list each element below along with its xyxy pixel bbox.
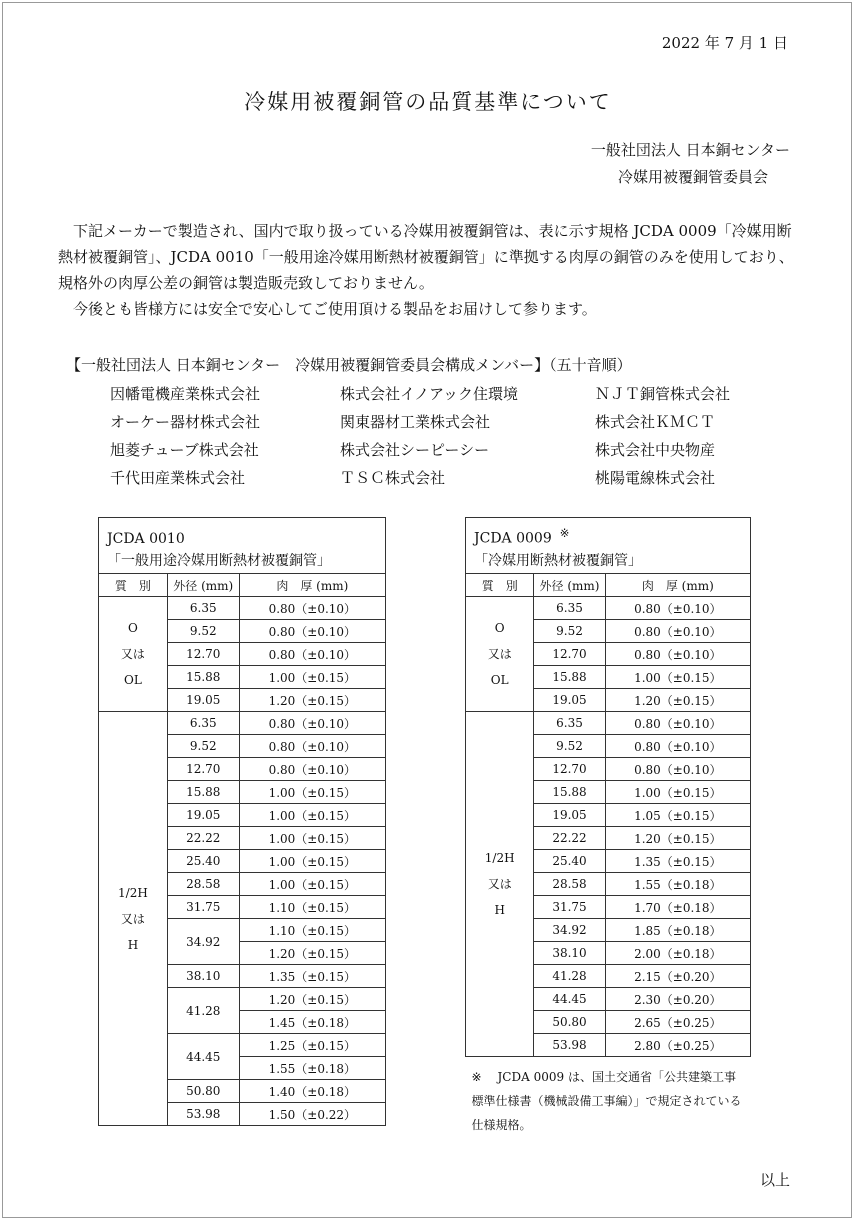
outer-diameter-cell: 31.75 bbox=[167, 896, 239, 919]
member-company: ＴＳＣ株式会社 bbox=[340, 469, 446, 487]
wall-thickness-cell: 1.10（±0.15） bbox=[239, 896, 385, 919]
outer-diameter-cell: 34.92 bbox=[534, 919, 605, 942]
wall-thickness-cell: 1.70（±0.18） bbox=[605, 896, 750, 919]
outer-diameter-cell: 9.52 bbox=[167, 620, 239, 643]
outer-diameter-cell: 34.92 bbox=[167, 919, 239, 965]
wall-thickness-cell: 0.80（±0.10） bbox=[239, 620, 385, 643]
member-company: 旭菱チューブ株式会社 bbox=[110, 441, 259, 459]
outer-diameter-cell: 19.05 bbox=[534, 689, 605, 712]
jcda-0009-table bbox=[465, 517, 751, 1145]
outer-diameter-cell: 25.40 bbox=[534, 850, 605, 873]
outer-diameter-cell: 25.40 bbox=[167, 850, 239, 873]
grade-label: O bbox=[494, 621, 505, 635]
outer-diameter-cell: 28.58 bbox=[167, 873, 239, 896]
member-company: 桃陽電線株式会社 bbox=[595, 469, 716, 487]
wall-thickness-cell: 0.80（±0.10） bbox=[239, 643, 385, 666]
wall-thickness-cell: 1.55（±0.18） bbox=[605, 873, 750, 896]
wall-thickness-cell: 0.80（±0.10） bbox=[239, 735, 385, 758]
grade-label: 又は bbox=[120, 647, 145, 661]
member-company: 株式会社シーピーシー bbox=[340, 441, 490, 459]
grade-label: 又は bbox=[120, 911, 145, 926]
outer-diameter-cell: 22.22 bbox=[167, 827, 239, 850]
outer-diameter-cell: 9.52 bbox=[534, 735, 605, 758]
document-date: 2022 年 7 月 1 日 bbox=[661, 34, 788, 52]
outer-diameter-cell: 12.70 bbox=[167, 643, 239, 666]
wall-thickness-cell: 1.20（±0.15） bbox=[239, 988, 385, 1011]
note-mark: ※ bbox=[471, 1070, 482, 1084]
wall-thickness-cell: 0.80（±0.10） bbox=[239, 597, 385, 620]
document-title: 冷媒用被覆銅管の品質基準について bbox=[244, 90, 612, 114]
table-standard-code bbox=[99, 518, 386, 548]
wall-thickness-cell: 1.10（±0.15） bbox=[239, 919, 385, 942]
closing-text: 以上 bbox=[759, 1171, 790, 1189]
outer-diameter-cell: 9.52 bbox=[167, 735, 239, 758]
wall-thickness-cell: 1.00（±0.15） bbox=[239, 804, 385, 827]
member-company: オーケー器材株式会社 bbox=[110, 413, 261, 431]
outer-diameter-cell: 38.10 bbox=[167, 965, 239, 988]
members-heading: 【一般社団法人 日本銅センター 冷媒用被覆銅管委員会構成メンバー】（五十音順） bbox=[66, 356, 632, 374]
wall-thickness-cell: 1.05（±0.15） bbox=[605, 804, 750, 827]
note-text: JCDA 0009 は、国土交通省「公共建築工事標準仕様書（機械設備工事編）」で規定されている仕様規格。 bbox=[471, 1070, 742, 1132]
outer-diameter-cell: 41.28 bbox=[167, 988, 239, 1034]
wall-thickness-cell: 2.65（±0.25） bbox=[605, 1011, 750, 1034]
committee-name: 冷媒用被覆銅管委員会 bbox=[617, 168, 768, 186]
wall-thickness-cell: 0.80（±0.10） bbox=[605, 620, 750, 643]
wall-thickness-cell: 1.50（±0.22） bbox=[239, 1103, 385, 1126]
outer-diameter-cell: 50.80 bbox=[167, 1080, 239, 1103]
wall-thickness-cell: 1.20（±0.15） bbox=[605, 827, 750, 850]
grade-label: H bbox=[127, 937, 139, 952]
outer-diameter-cell: 12.70 bbox=[167, 758, 239, 781]
wall-thickness-cell: 0.80（±0.10） bbox=[605, 735, 750, 758]
outer-diameter-cell: 28.58 bbox=[534, 873, 605, 896]
table-standard-name: 「冷媒用断熱材被覆銅管」 bbox=[466, 547, 751, 574]
table-row bbox=[466, 597, 751, 620]
outer-diameter-cell: 6.35 bbox=[534, 712, 605, 735]
jcda-0010-table bbox=[98, 517, 386, 1126]
table-row bbox=[99, 597, 386, 620]
outer-diameter-cell: 31.75 bbox=[534, 896, 605, 919]
member-company: 株式会社イノアック住環境 bbox=[340, 385, 519, 403]
outer-diameter-cell: 6.35 bbox=[534, 597, 605, 620]
outer-diameter-cell: 15.88 bbox=[167, 781, 239, 804]
wall-thickness-cell: 0.80（±0.10） bbox=[605, 643, 750, 666]
grade-cell bbox=[99, 597, 168, 712]
organization-name: 一般社団法人 日本銅センター bbox=[590, 141, 790, 159]
member-company: 関東器材工業株式会社 bbox=[340, 413, 491, 431]
wall-thickness-cell: 1.00（±0.15） bbox=[239, 666, 385, 689]
wall-thickness-cell: 0.80（±0.10） bbox=[605, 597, 750, 620]
header-outer-diameter: 外径 (mm) bbox=[167, 574, 239, 597]
outer-diameter-cell: 6.35 bbox=[167, 712, 239, 735]
header-grade: 質 別 bbox=[99, 574, 168, 597]
grade-label: 又は bbox=[487, 877, 512, 891]
member-company: 千代田産業株式会社 bbox=[110, 469, 246, 487]
body-paragraph-1: 下記メーカーで製造され、国内で取り扱っている冷媒用被覆銅管は、表に示す規格 JCDA 0009「冷媒用断熱材被覆銅管」、JCDA 0010「一般用途冷媒用断熱材被覆銅管」に準拠する肉厚の銅管のみを使用しており、規格外の肉厚公差の銅管は製造販売致しておりません。 bbox=[58, 222, 794, 292]
grade-cell bbox=[99, 712, 168, 1126]
outer-diameter-cell: 15.88 bbox=[534, 666, 605, 689]
wall-thickness-cell: 1.55（±0.18） bbox=[239, 1057, 385, 1080]
grade-cell bbox=[466, 712, 534, 1057]
wall-thickness-cell: 0.80（±0.10） bbox=[605, 712, 750, 735]
wall-thickness-cell: 0.80（±0.10） bbox=[239, 712, 385, 735]
outer-diameter-cell: 38.10 bbox=[534, 942, 605, 965]
wall-thickness-cell: 2.80（±0.25） bbox=[605, 1034, 750, 1057]
wall-thickness-cell: 2.15（±0.20） bbox=[605, 965, 750, 988]
outer-diameter-cell: 12.70 bbox=[534, 758, 605, 781]
outer-diameter-cell: 19.05 bbox=[534, 804, 605, 827]
wall-thickness-cell: 1.20（±0.15） bbox=[239, 942, 385, 965]
outer-diameter-cell: 15.88 bbox=[167, 666, 239, 689]
members-list bbox=[110, 380, 760, 492]
outer-diameter-cell: 6.35 bbox=[167, 597, 239, 620]
wall-thickness-cell: 0.80（±0.10） bbox=[239, 758, 385, 781]
standard-code: JCDA 0010 bbox=[107, 531, 185, 547]
outer-diameter-cell: 19.05 bbox=[167, 804, 239, 827]
member-company: 株式会社中央物産 bbox=[595, 441, 716, 459]
outer-diameter-cell: 50.80 bbox=[534, 1011, 605, 1034]
wall-thickness-cell: 1.35（±0.15） bbox=[239, 965, 385, 988]
body-paragraph-2: 今後とも皆様方には安全で安心してご使用頂ける製品をお届けして参ります。 bbox=[58, 300, 597, 318]
outer-diameter-cell: 53.98 bbox=[167, 1103, 239, 1126]
outer-diameter-cell: 41.28 bbox=[534, 965, 605, 988]
member-company: ＮＪＴ銅管株式会社 bbox=[595, 385, 731, 403]
wall-thickness-cell: 1.00（±0.15） bbox=[605, 666, 750, 689]
table-row bbox=[99, 712, 386, 735]
table-row bbox=[466, 712, 751, 735]
note-row bbox=[466, 1057, 751, 1146]
wall-thickness-cell: 1.25（±0.15） bbox=[239, 1034, 385, 1057]
table-standard-name: 「一般用途冷媒用断熱材被覆銅管」 bbox=[99, 547, 386, 574]
grade-label: 1/2H bbox=[484, 851, 515, 865]
grade-label: OL bbox=[490, 673, 509, 687]
header-wall-thickness: 肉 厚 (mm) bbox=[239, 574, 385, 597]
wall-thickness-cell: 1.40（±0.18） bbox=[239, 1080, 385, 1103]
wall-thickness-cell: 1.45（±0.18） bbox=[239, 1011, 385, 1034]
wall-thickness-cell: 1.85（±0.18） bbox=[605, 919, 750, 942]
header-outer-diameter: 外径 (mm) bbox=[534, 574, 605, 597]
grade-label: O bbox=[128, 621, 138, 635]
wall-thickness-cell: 1.00（±0.15） bbox=[239, 873, 385, 896]
grade-label: H bbox=[494, 903, 505, 917]
outer-diameter-cell: 19.05 bbox=[167, 689, 239, 712]
wall-thickness-cell: 1.20（±0.15） bbox=[239, 689, 385, 712]
wall-thickness-cell: 1.00（±0.15） bbox=[605, 781, 750, 804]
standard-note-mark: ※ bbox=[559, 526, 570, 541]
note-cell bbox=[466, 1057, 751, 1146]
outer-diameter-cell: 53.98 bbox=[534, 1034, 605, 1057]
grade-label: 1/2H bbox=[118, 885, 148, 900]
wall-thickness-cell: 0.80（±0.10） bbox=[605, 758, 750, 781]
wall-thickness-cell: 1.35（±0.15） bbox=[605, 850, 750, 873]
grade-label: 又は bbox=[487, 647, 512, 661]
wall-thickness-cell: 2.00（±0.18） bbox=[605, 942, 750, 965]
outer-diameter-cell: 9.52 bbox=[534, 620, 605, 643]
outer-diameter-cell: 44.45 bbox=[534, 988, 605, 1011]
grade-cell bbox=[466, 597, 534, 712]
member-company: 株式会社ＫＭＣＴ bbox=[595, 413, 716, 431]
header-wall-thickness: 肉 厚 (mm) bbox=[605, 574, 750, 597]
outer-diameter-cell: 15.88 bbox=[534, 781, 605, 804]
outer-diameter-cell: 22.22 bbox=[534, 827, 605, 850]
wall-thickness-cell: 1.00（±0.15） bbox=[239, 850, 385, 873]
member-company: 因幡電機産業株式会社 bbox=[110, 385, 261, 403]
outer-diameter-cell: 44.45 bbox=[167, 1034, 239, 1080]
header-grade: 質 別 bbox=[466, 574, 534, 597]
outer-diameter-cell: 12.70 bbox=[534, 643, 605, 666]
wall-thickness-cell: 1.20（±0.15） bbox=[605, 689, 750, 712]
grade-label: OL bbox=[124, 673, 142, 687]
table-standard-code bbox=[466, 518, 751, 548]
wall-thickness-cell: 1.00（±0.15） bbox=[239, 827, 385, 850]
standard-code: JCDA 0009 bbox=[474, 531, 552, 547]
wall-thickness-cell: 2.30（±0.20） bbox=[605, 988, 750, 1011]
wall-thickness-cell: 1.00（±0.15） bbox=[239, 781, 385, 804]
